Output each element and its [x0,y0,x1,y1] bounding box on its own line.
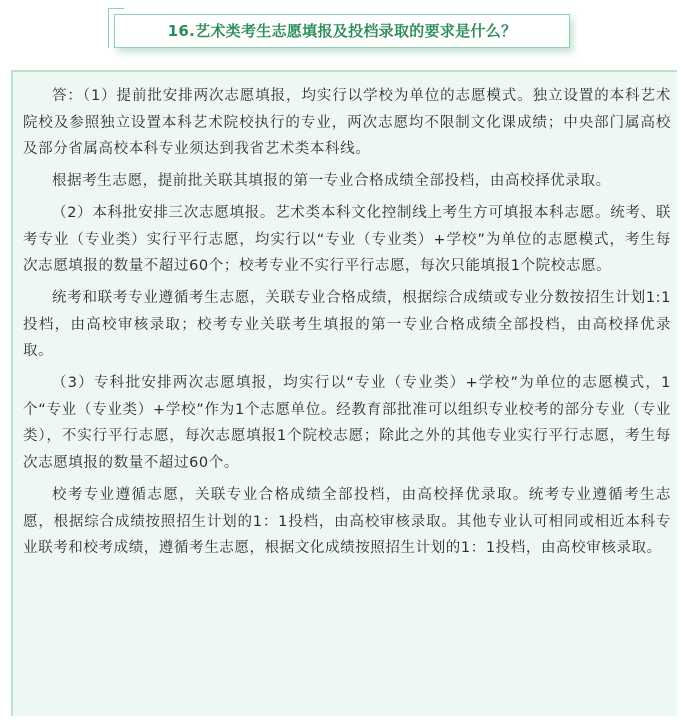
answer-body [23,83,671,567]
question-title-frame [108,8,580,56]
answer-paragraph: 统考和联考专业遵循考生志愿，关联专业合格成绩，根据综合成绩或专业分数按招生计划1:1投档，由高校审核录取；校考专业关联考生填报的第一专业合格成绩全部投档，由高校择优录取。 [23,289,671,360]
answer-paragraph: （3）专科批安排两次志愿填报，均实行以“专业（专业类）+学校”为单位的志愿模式，1个“专业（专业类）+学校”作为1个志愿单位。经教育部批准可以组织专业校考的部分专业（专业类），不实行平行志愿，每次志愿填报1个院校志愿；除此之外的其他专业实行平行志愿，考生每次志愿填报的数量不超过60个。 [23,375,671,472]
answer-panel [11,70,677,716]
answer-paragraph: （2）本科批安排三次志愿填报。艺术类本科文化控制线上考生方可填报本科志愿。统考、联考专业（专业类）实行平行志愿，均实行以“专业（专业类）+学校”为单位的志愿模式，考生每次志愿填报的数量不超过60个；校考专业不实行平行志愿，每次只能填报1个院校志愿。 [23,204,671,275]
answer-paragraph: 答：（1）提前批安排两次志愿填报，均实行以学校为单位的志愿模式。独立设置的本科艺术院校及参照独立设置本科艺术院校执行的专业，两次志愿均不限制文化课成绩；中央部门属高校及部分省属高校本科专业须达到我省艺术类本科线。 [23,88,671,158]
answer-paragraph: 根据考生志愿，提前批关联其填报的第一专业合格成绩全部投档，由高校择优录取。 [52,173,611,190]
answer-paragraph: 校考专业遵循志愿，关联专业合格成绩全部投档，由高校择优录取。统考专业遵循考生志愿，根据综合成绩按照招生计划的1：1投档，由高校审核录取。其他专业认可相同或相近本科专业联考和校考成绩，遵循考生志愿，根据文化成绩按照招生计划的1：1投档，由高校审核录取。 [23,486,671,557]
question-title: 16.艺术类考生志愿填报及投档录取的要求是什么？ [167,22,517,40]
